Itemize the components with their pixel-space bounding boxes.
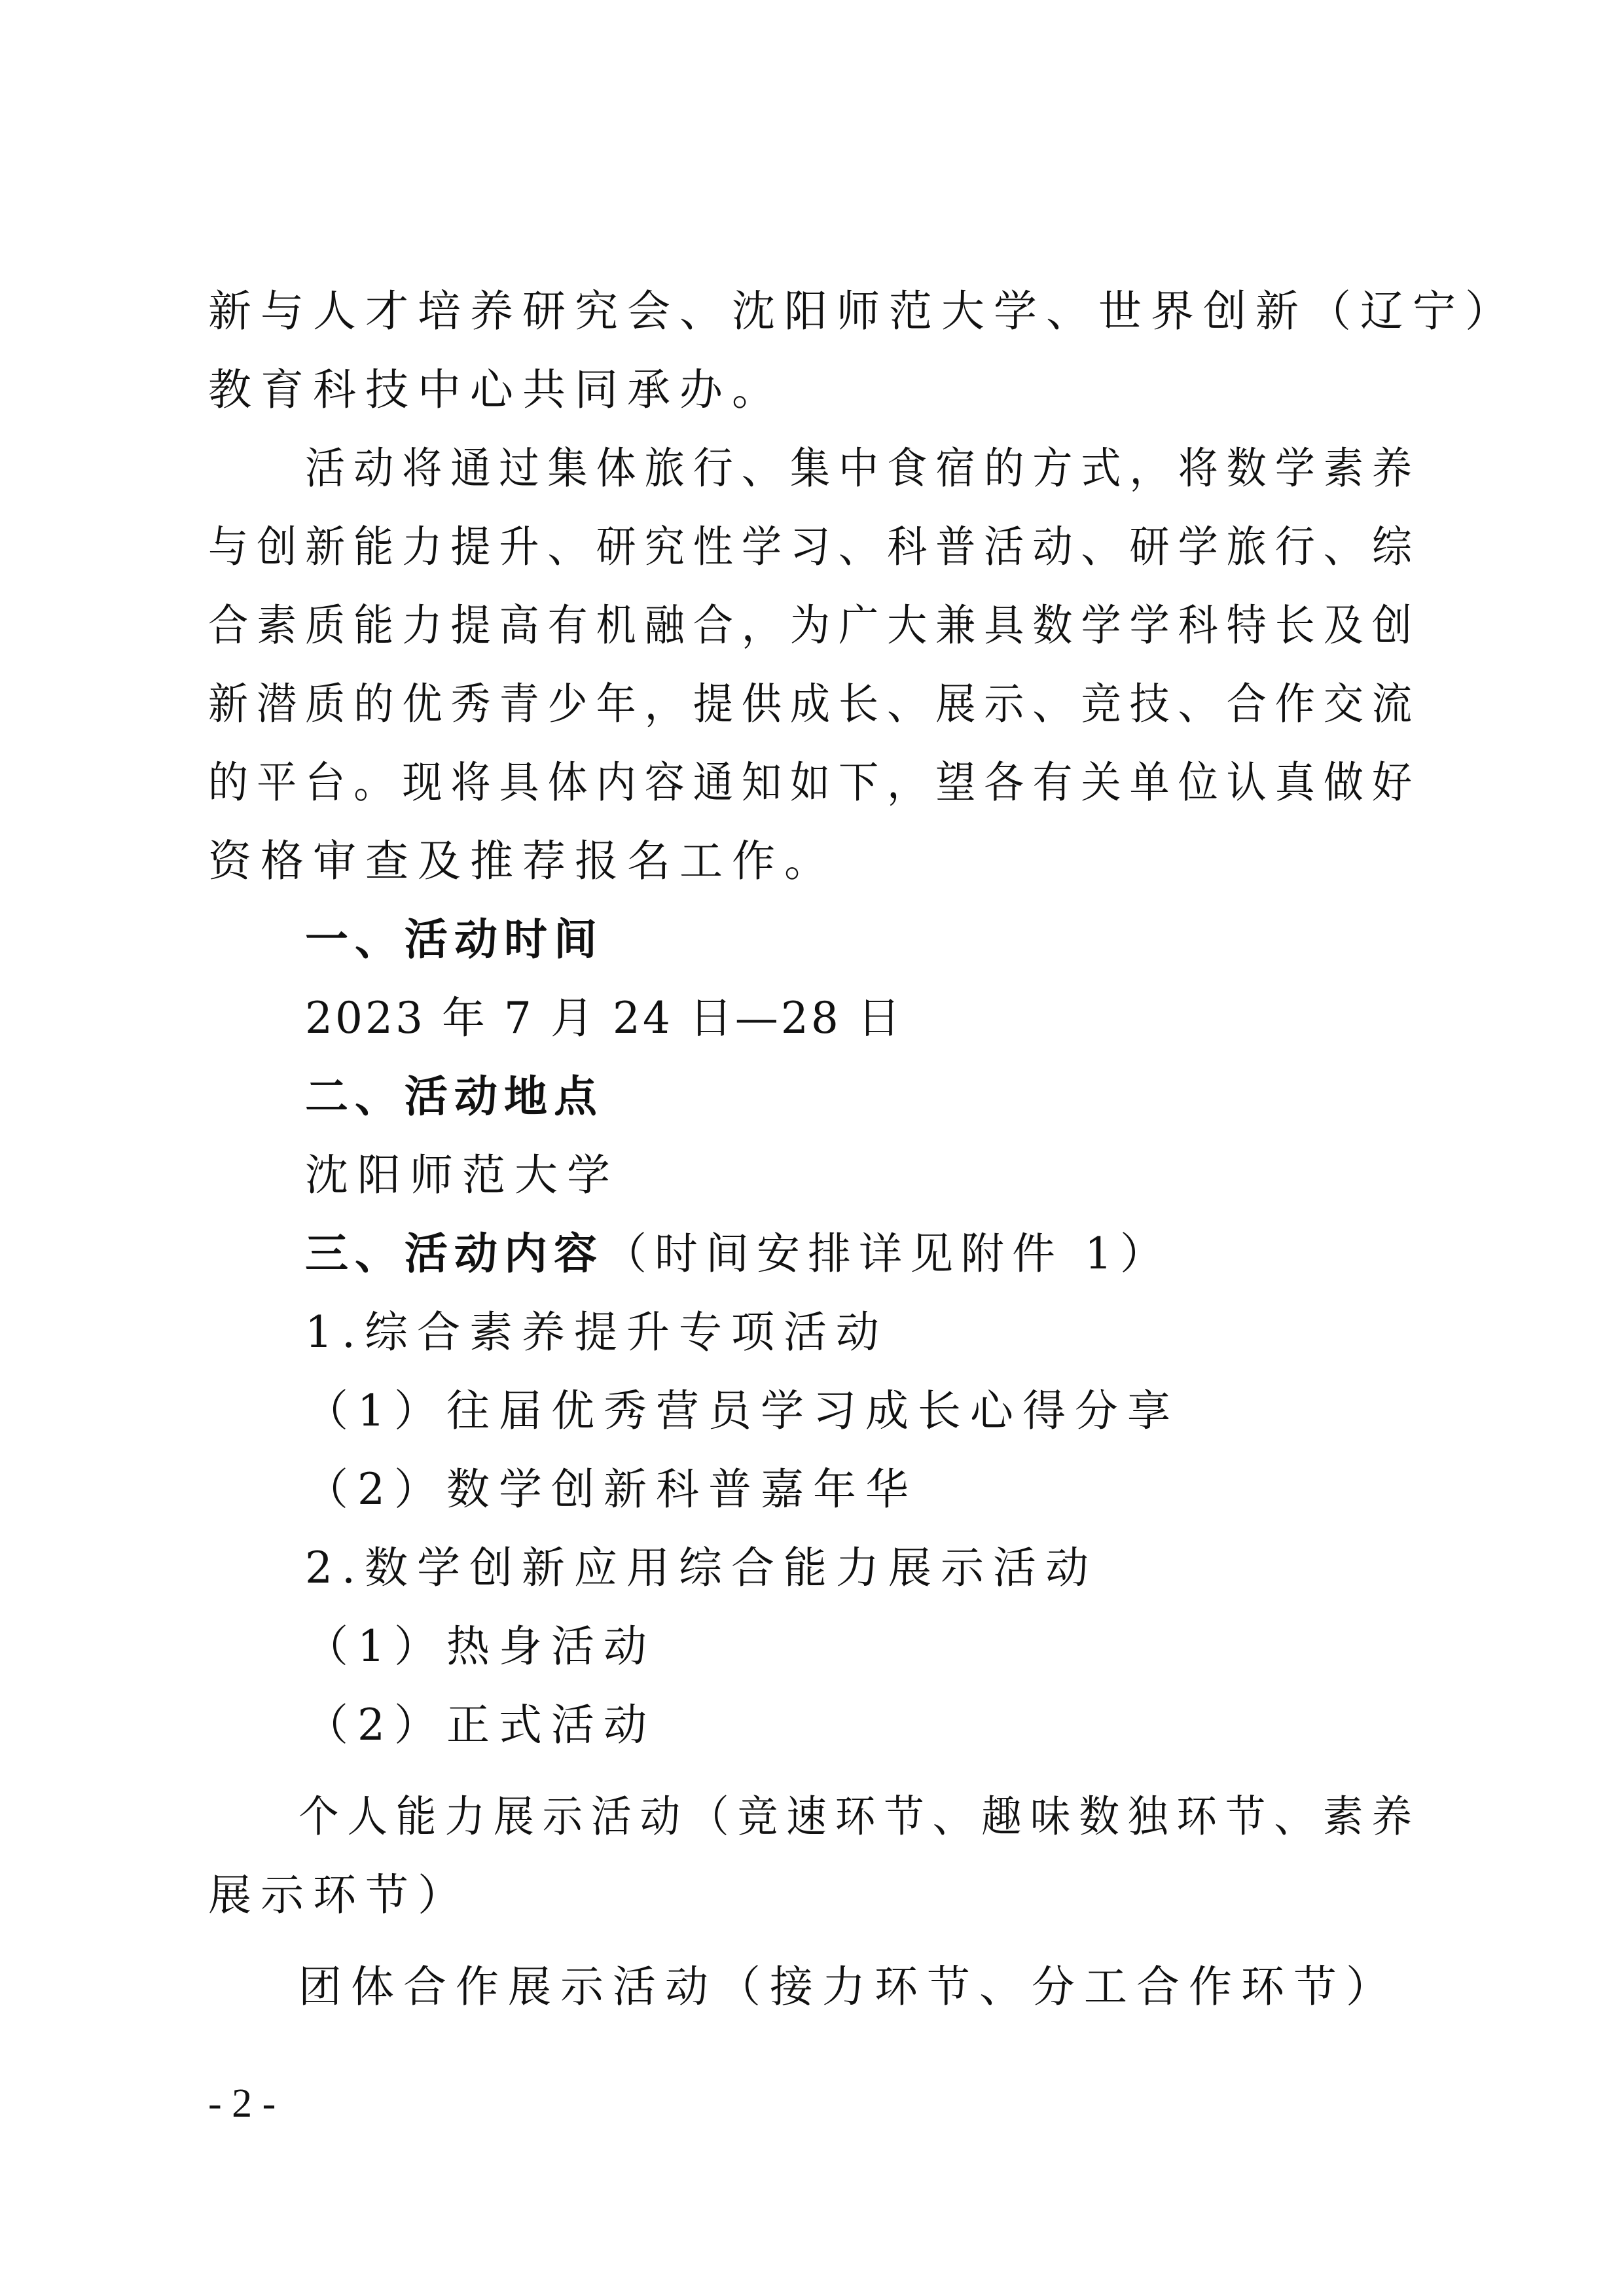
section3-heading: 三、活动内容 — [305, 1229, 604, 1279]
section3-heading-line — [305, 1228, 1171, 1280]
intro-line-1: 新与人才培养研究会、沈阳师范大学、世界创新（辽宁） — [208, 286, 1517, 336]
section3-item-3: （2）数学创新科普嘉年华 — [305, 1464, 918, 1515]
section3-item-6: （2）正式活动 — [305, 1700, 656, 1750]
intro-line-2: 教育科技中心共同承办。 — [208, 365, 784, 415]
paragraph-line-2: 与创新能力提升、研究性学习、科普活动、研学旅行、综 — [208, 522, 1420, 572]
paragraph-line-5: 的平台。现将具体内容通知如下，望各有关单位认真做好 — [208, 757, 1420, 808]
section3-item-4: 2.数学创新应用综合能力展示活动 — [305, 1543, 1098, 1593]
section3-item-2: （1）往届优秀营员学习成长心得分享 — [305, 1386, 1180, 1436]
paragraph-line-4: 新潜质的优秀青少年，提供成长、展示、竞技、合作交流 — [208, 679, 1420, 729]
team-activity-line: 团体合作展示活动（接力环节、分工合作环节） — [298, 1962, 1398, 2012]
section3-item-5: （1）热身活动 — [305, 1621, 656, 1672]
section3-heading-note: （时间安排详见附件 1） — [604, 1229, 1171, 1279]
paragraph-line-3: 合素质能力提高有机融合，为广大兼具数学学科特长及创 — [208, 600, 1420, 651]
section1-heading: 一、活动时间 — [305, 914, 604, 965]
individual-activity-line-1: 个人能力展示活动（竞速环节、趣味数独环节、素养 — [298, 1791, 1420, 1842]
individual-activity-line-2: 展示环节） — [208, 1870, 470, 1920]
section2-content: 沈阳师范大学 — [305, 1150, 619, 1200]
section2-heading: 二、活动地点 — [305, 1071, 604, 1122]
paragraph-line-1: 活动将通过集体旅行、集中食宿的方式，将数学素养 — [305, 443, 1420, 493]
paragraph-line-6: 资格审查及推荐报名工作。 — [208, 836, 837, 886]
section3-item-1: 1.综合素养提升专项活动 — [305, 1307, 888, 1357]
page-number: - 2 - — [208, 2081, 276, 2126]
section1-content: 2023 年 7 月 24 日—28 日 — [305, 993, 903, 1043]
